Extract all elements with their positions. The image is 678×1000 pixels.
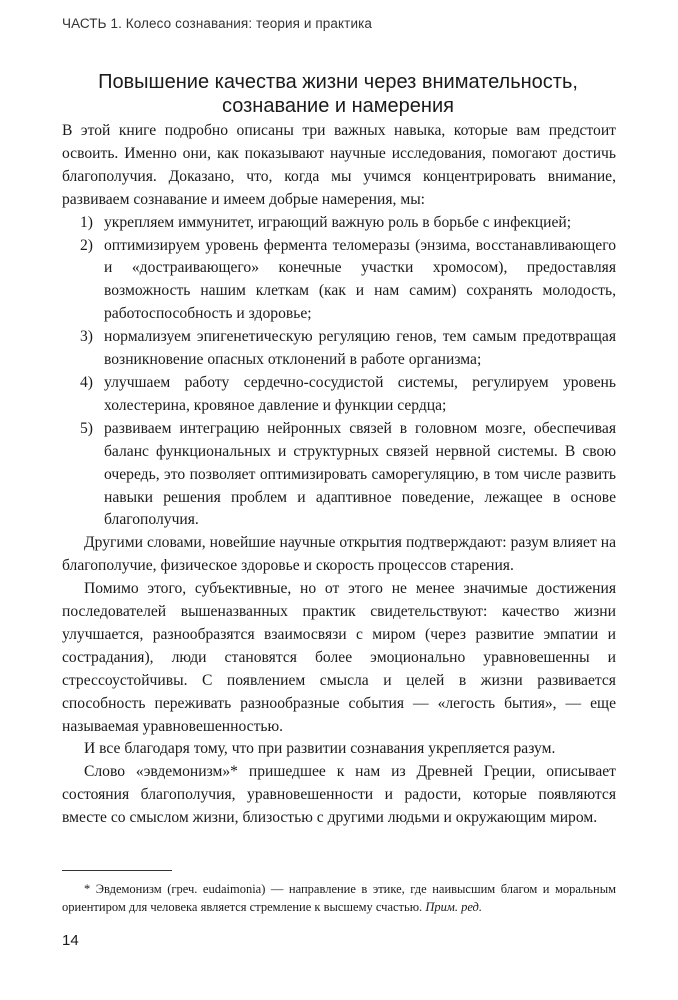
list-item (62, 418, 616, 533)
list-item-number: 1) (80, 213, 93, 231)
running-head: ЧАСТЬ 1. Колесо сознавания: теория и практика (62, 16, 373, 31)
footnote-text: * Эвдемонизм (греч. eudaimonia) — направление в этике, где наивысшим благом и моральным ориентиром для человека является стремление к высшему счастью. (62, 882, 616, 914)
list-item-text: улучшаем работу сердечно-сосудистой системы, регулируем уровень холестерина, кровяное давление и функции сердца; (104, 373, 616, 414)
paragraph: И все благодаря тому, что при развитии сознавания укрепляется разум. (84, 740, 556, 758)
list-item-text: укрепляем иммунитет, играющий важную роль в борьбе с инфекцией; (104, 213, 572, 231)
body-text (62, 120, 616, 830)
footnote (62, 880, 616, 916)
benefits-list (62, 212, 616, 533)
page-number: 14 (62, 932, 79, 949)
paragraph: Слово «эвдемонизм»* пришедшее к нам из Древней Греции, описывает состояния благополучия, уравновешенности и радости, которые появляются вместе со смыслом жизни, близостью с другими людьми и окружающим миром. (62, 763, 616, 827)
list-item-text: развиваем интеграцию нейронных связей в головном мозге, обеспечивая баланс функциональных и структурных связей нервной системы. В свою очередь, это позволяет оптимизировать саморегуляцию, в том числе развить навыки решения проблем и адаптивное поведение, лежащее в основе благополучия. (104, 419, 616, 529)
list-item (62, 235, 616, 327)
list-item (62, 326, 616, 372)
paragraph: Другими словами, новейшие научные открытия подтверждают: разум влияет на благополучие, физическое здоровье и скорость процессов старения. (62, 534, 616, 575)
footnote-divider (62, 870, 172, 871)
list-item-number: 3) (80, 328, 93, 346)
section-title-line-1: Повышение качества жизни через внимательность, (98, 71, 578, 93)
section-title-line-2: сознавание и намерения (222, 95, 454, 117)
paragraph: Помимо этого, субъективные, но от этого не менее значимые достижения последователей вышеназванных практик свидетельствуют: качество жизни улучшается, разнообразятся взаимосвязи с миром (через развитие эмпатии и сострадания), люди становятся более эмоционально уравновешенны и стрессоустойчивы. С появлением смысла и целей в жизни развивается способность переживать разнообразные события — «легость бытия», — еще называемая уравновешенностью. (62, 580, 616, 735)
list-item-text: нормализуем эпигенетическую регуляцию генов, тем самым предотвращая возникновение опасных отклонений в работе организма; (104, 328, 616, 369)
list-item (62, 212, 616, 235)
list-item-text: оптимизируем уровень фермента теломеразы (энзима, восстанавливающего и «достраивающего» конечные участки хромосом), предоставляя возможность нашим клеткам (как и нам самим) сохранять молодость, работоспособность и здоровье; (104, 236, 616, 323)
intro-paragraph: В этой книге подробно описаны три важных навыка, которые вам предстоит освоить. Именно они, как показывают научные исследования, помогают достичь благополучия. Доказано, что, когда мы учимся концентрировать внимание, развиваем сознавание и имеем добрые намерения, мы: (62, 122, 616, 208)
list-item-number: 2) (80, 236, 93, 254)
section-title (62, 70, 614, 118)
list-item-number: 4) (80, 373, 93, 391)
list-item (62, 372, 616, 418)
footnote-editor-note: Прим. ред. (425, 900, 483, 914)
list-item-number: 5) (80, 419, 93, 437)
